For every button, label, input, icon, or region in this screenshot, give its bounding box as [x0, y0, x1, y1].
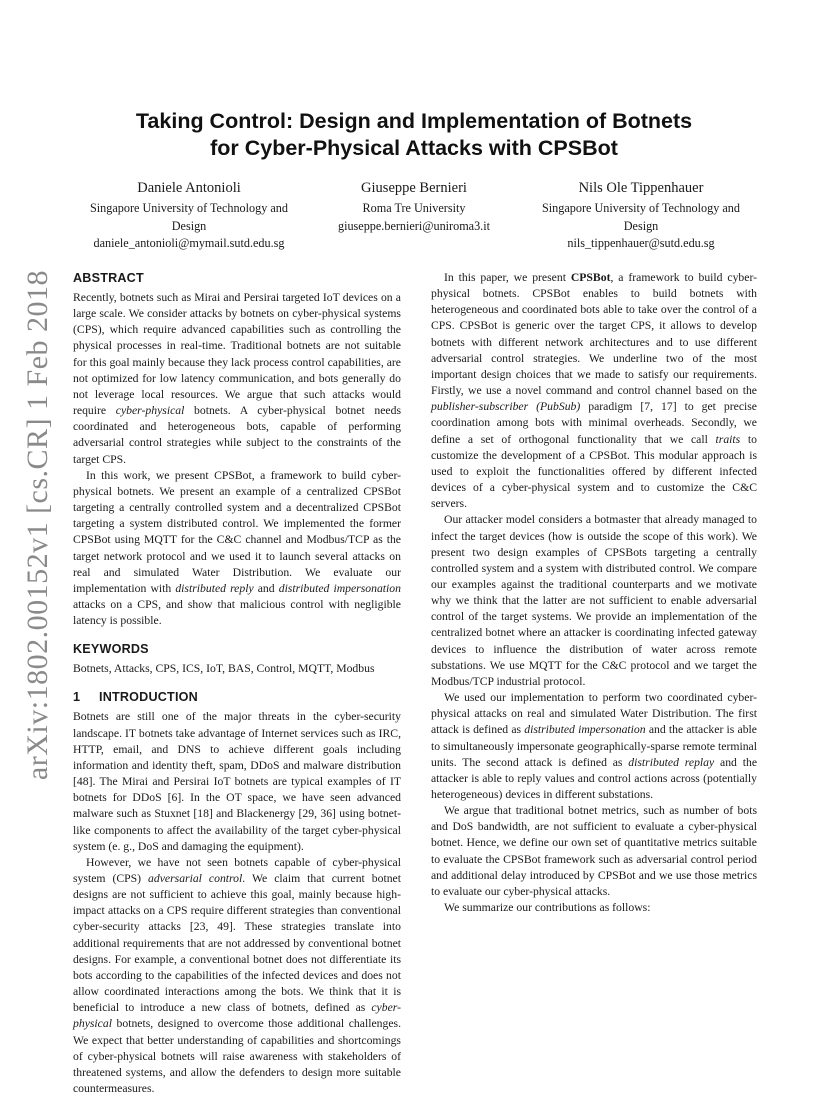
author-email: daniele_antonioli@mymail.sutd.edu.sg	[93, 236, 285, 250]
section-number: 1	[73, 690, 81, 705]
intro-paragraph-2: However, we have not seen botnets capable of cyber-physical system (CPS) adversarial control. We claim that current botnet designs are not sufficient to achieve this goal, mainly because high-impact attacks on a CPS require different strategies than conventional cyber-security attacks [23, 49]. These strategies translate into additional requirements that are not addressed by conventional botnet designs. For example, a conventional botnet does not differentiate its bots according to the capabilities of the infected devices and does not allow coordinated interactions among the bots. We think that it is beneficial to introduce a new class of botnets, defined as cyber-physical botnets, designed to overcome those additional challenges. We expect that better understanding of capabilities and shortcomings of cyber-physical botnets will raise awareness with stakeholders of threatened systems, and allow the defenders to design more suitable countermeasures.	[73, 855, 401, 1096]
intro-paragraph-5: We used our implementation to perform two coordinated cyber-physical attacks on real and simulated Water Distribution. The first attack is defined as distributed impersonation and the attacker is able to simultaneously impersonate geographically-sparse remote terminal units. The second attack is defined as distributed replay and the attacker is able to reply values and control actions across (potentially heterogeneous) devices in different substations.	[431, 691, 758, 801]
abstract-paragraph-1: Recently, botnets such as Mirai and Persirai targeted IoT devices on a large scale. We consider attacks by botnets on cyber-physical systems (CPS), which require advanced capabilities such as controlling the physical processes in real-time. Traditional botnets are not suitable for this goal mainly because they lack process control capabilities, are not optimized for low latency communication, and bots generally do not leverage local resources. We argue that such attacks would require cyber-physical botnets. A cyber-physical botnet needs coordinated and heterogeneous bots, capable of performing adversarial control strategies while subject to the constraints of the target CPS.	[73, 291, 401, 466]
intro-paragraph-7: We summarize our contributions as follows:	[444, 901, 651, 915]
arxiv-identifier-text: arXiv:1802.00152v1 [cs.CR] 1 Feb 2018	[21, 269, 55, 781]
author-name: Nils Ole Tippenhauer	[578, 180, 704, 196]
left-column	[73, 270, 401, 1097]
author-affiliation: Singapore University of Technology and Design	[90, 201, 288, 233]
author-1	[74, 178, 304, 253]
keywords-text: Botnets, Attacks, CPS, ICS, IoT, BAS, Control, MQTT, Modbus	[73, 662, 375, 676]
intro-paragraph-1: Botnets are still one of the major threats in the cyber-security landscape. IT botnets take advantage of Internet services such as IRC, HTTP, email, and DNS to achieve different goals including information and identity theft, spam, DDoS and malware distribution [48]. The Mirai and Persirai IoT botnets are typical examples of IT botnets for DDoS [6]. In the OT space, we have seen advanced malware such as Stuxnet [18] and Blackenergy [29, 36] using botnet-like components to affect the availability of the target cyber-physical system (e. g., DoS and damaging the equipment).	[73, 710, 401, 853]
author-email: giuseppe.bernieri@uniroma3.it	[337, 218, 491, 233]
author-block	[74, 178, 754, 268]
author-email: nils_tippenhauer@sutd.edu.sg	[567, 236, 715, 250]
right-column	[431, 270, 757, 916]
abstract-heading: ABSTRACT	[73, 271, 144, 285]
paper-title-line-2: for Cyber-Physical Attacks with CPSBot	[210, 136, 618, 160]
author-name: Daniele Antonioli	[137, 180, 241, 196]
author-2	[299, 178, 529, 235]
paper-title-line-1: Taking Control: Design and Implementation of Botnets	[135, 109, 693, 133]
keywords-heading: KEYWORDS	[73, 642, 149, 657]
abstract-paragraph-2: In this work, we present CPSBot, a framework to build cyber-physical botnets. We present an example of a centralized CPSBot targeting a centrally controlled system and a decentralized CPSBot targeting a system distributed control. We implemented the former CPSBot using MQTT for the C&C channel and Modbus/TCP as the target network protocol and we used it to launch several attacks on real and simulated Water Distribution. We evaluate our implementation with distributed reply and distributed impersonation attacks on a CPS, and show that malicious control with negligible latency is possible.	[73, 468, 401, 628]
author-affiliation: Roma Tre University	[362, 201, 466, 215]
author-3	[526, 178, 756, 253]
section-title: INTRODUCTION	[99, 690, 198, 705]
author-affiliation: Singapore University of Technology and Design	[542, 201, 740, 233]
intro-paragraph-6: We argue that traditional botnet metrics, such as number of bots and DoS bandwidth, are not sufficient to evaluate a cyber-physical botnet. Hence, we define our own set of quantitative metrics suitable to evaluate the CPSBot framework such as adversarial control period and additional delay introduced by CPSBot and we use those metrics to evaluate our cyber-physical attacks.	[431, 804, 757, 898]
intro-paragraph-4: Our attacker model considers a botmaster that already managed to infect the target devices (how is outside the scope of this work). We present two design examples of CPSBots targeting a centrally controlled system and a system with distributed control. We compare our examples against the traditional counterparts and we motivate why we think that the latter are not sufficient to enable adversarial control of the target systems. We provide an implementation of the centralized botnet where an attacker is coordinating infected gateway devices to influence the distribution of water across remote substations. We use MQTT for the C&C protocol and we target the Modbus/TCP industrial protocol.	[431, 513, 757, 688]
author-name: Giuseppe Bernieri	[361, 180, 467, 196]
intro-paragraph-3: In this paper, we present CPSBot, a framework to build cyber-physical botnets. CPSBot enables to build botnets with heterogeneous and coordinated bots able to take over the control of a CPS. CPSBot is generic over the target CPS, it allows to develop botnets with different network architectures and to use different adversarial control strategies. We underline two of the most important design choices that we made to satisfy our requirements. Firstly, we use a novel command and control channel based on the publisher-subscriber (PubSub) paradigm [7, 17] to get precise coordination among bots with minimal overheads. Secondly, we define a set of orthogonal functionality that we call traits to customize the development of a CPSBot. This modular approach is used to exploit the functionalities offered by different infected devices of a cyber-physical system and to customize the C&C servers.	[431, 271, 757, 511]
arxiv-identifier	[6, 269, 70, 781]
introduction-heading	[73, 689, 401, 705]
paper-title	[74, 108, 754, 162]
